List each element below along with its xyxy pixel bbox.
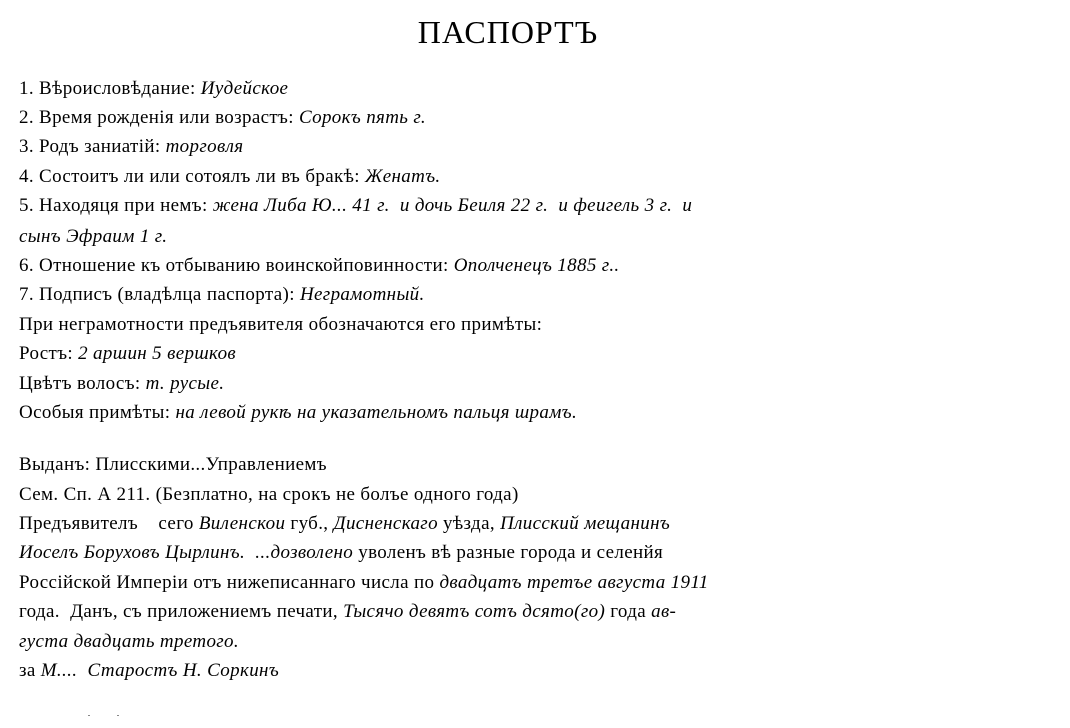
field-value: т. русые. <box>145 373 225 394</box>
field-value: на левой рукѣ на указательномъ пальця шрамъ. <box>175 402 578 423</box>
sign-hair <box>19 373 224 395</box>
field-value: торговля <box>165 136 244 157</box>
body-line-1 <box>19 513 670 535</box>
district: Дисненскаго <box>333 513 438 534</box>
year: Тысячо девятъ сотъ дсято(го) <box>343 601 606 622</box>
item-age <box>19 107 426 129</box>
text: вѣ разные города и селенйя <box>426 542 664 563</box>
item-military <box>19 255 620 277</box>
reference: Сем. Сп. А 211. (Безплатно, на срокъ не болъе одного года) <box>19 484 519 505</box>
body-line-4 <box>19 601 676 623</box>
field-value: Неграмотный. <box>299 284 425 305</box>
item-occupation <box>19 136 243 158</box>
scan-artifact <box>88 715 90 716</box>
item-marital-status <box>19 166 441 188</box>
text: ...дозволено <box>245 542 354 563</box>
signature-line <box>19 660 279 682</box>
field-label: 3. Родъ заниатій: <box>19 136 166 157</box>
text: Предъявителъ сего <box>19 513 199 534</box>
field-label: Цвѣтъ волосъ: <box>19 373 146 394</box>
text: ав- <box>651 601 677 622</box>
province: Виленскои <box>198 513 286 534</box>
field-value: Ополченецъ 1885 г.. <box>453 255 620 276</box>
body-line-3 <box>19 572 709 594</box>
field-value: 2 аршин 5 вершков <box>78 343 237 364</box>
item-accompanying <box>19 195 692 217</box>
text: Россійской Имперіи отъ нижеписаннаго числа по <box>19 572 440 593</box>
text: уѣзда, <box>437 513 501 534</box>
text: года <box>605 601 652 622</box>
holder-name: Иоселъ Боруховъ Цырлинъ. <box>19 542 246 563</box>
text: года. Данъ, съ приложениемъ печати, <box>19 601 344 622</box>
field-label: Ростъ: <box>19 343 79 364</box>
item-signature <box>19 284 425 306</box>
scan-artifact <box>117 715 119 716</box>
signs-heading: При неграмотности предъявителя обозначаются его примѣты: <box>19 314 543 335</box>
date: двадцатъ третъе августа 1911 <box>439 572 709 593</box>
text: за <box>19 660 41 681</box>
field-label: 6. Отношение къ отбыванию воинскойповинности: <box>19 255 454 276</box>
item-accompanying-cont: сынъ Эфраим 1 г. <box>19 226 168 247</box>
field-label: 4. Состоитъ ли или сотоялъ ли въ бракѣ: <box>19 166 365 187</box>
text: уволенъ <box>353 542 427 563</box>
body-line-2 <box>19 542 663 564</box>
signature: М.... Старостъ Н. Соркинъ <box>40 660 280 681</box>
field-value: Иудейское <box>200 78 289 99</box>
body-line-5: густа двадцать третого. <box>19 631 240 652</box>
issued-by: Выданъ: Плисскими...Управлениемъ <box>19 454 327 475</box>
field-label: 2. Время рожденія или возрастъ: <box>19 107 299 128</box>
sign-special <box>19 402 577 424</box>
sign-height <box>19 343 236 365</box>
status: Плисский мещанинъ <box>500 513 671 534</box>
field-label: Особыя примѣты: <box>19 402 176 423</box>
field-label: 5. Находяця при немъ: <box>19 195 213 216</box>
field-value: жена Либа Ю... 41 г. и дочь Беиля 22 г. и феигель 3 г. и <box>212 195 693 216</box>
item-religion <box>19 78 288 100</box>
field-label: 7. Подписъ (владѣлца паспорта): <box>19 284 300 305</box>
field-label: 1. Вѣроисловѣдание: <box>19 78 201 99</box>
field-value: Женатъ. <box>364 166 441 187</box>
text: губ., <box>285 513 334 534</box>
document-title: ПАСПОРТЪ <box>417 14 599 50</box>
field-value: Сорокъ пять г. <box>298 107 427 128</box>
